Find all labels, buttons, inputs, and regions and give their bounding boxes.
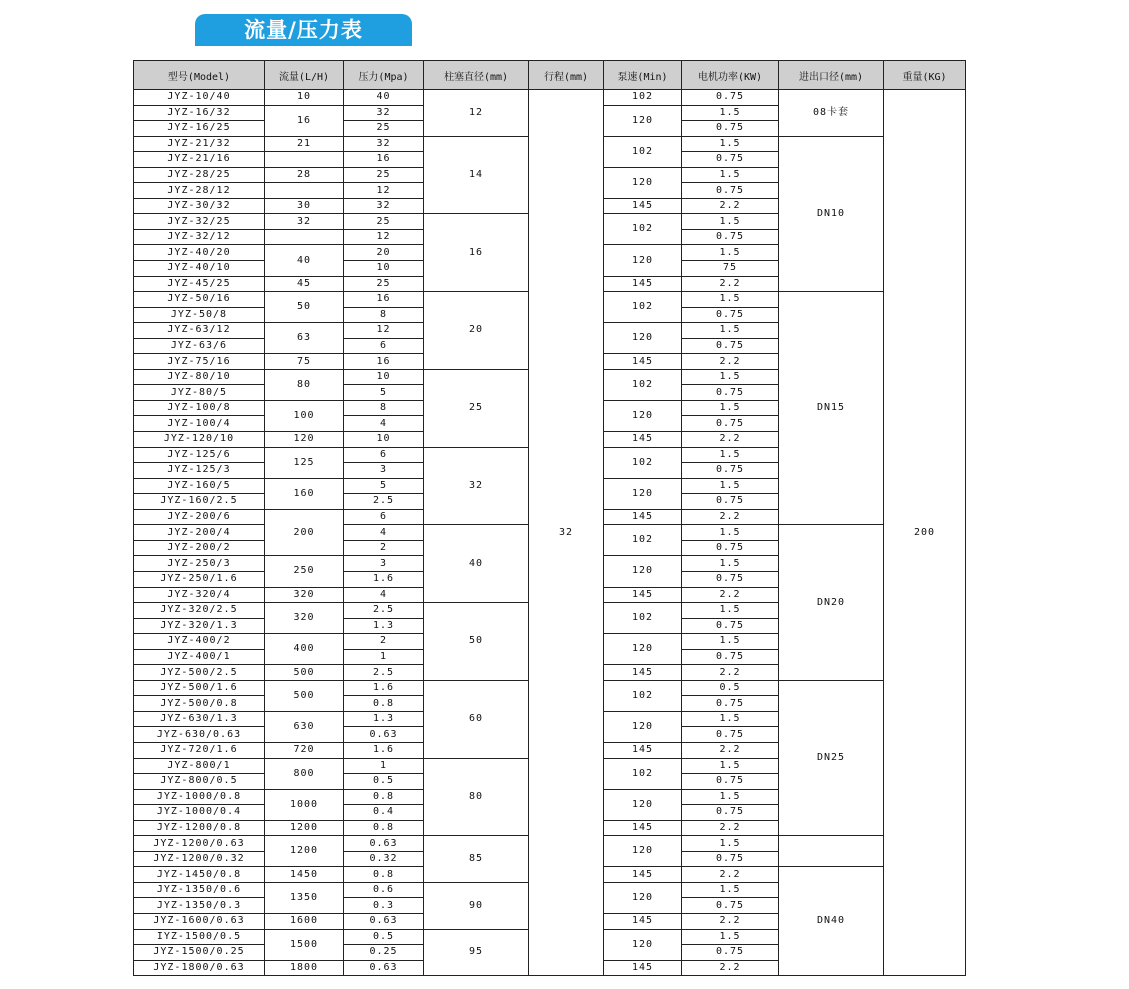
cell-motor-power: 2.2	[682, 913, 779, 929]
cell-pressure: 32	[344, 198, 424, 214]
cell-pump-speed: 145	[604, 276, 682, 292]
cell-pump-speed: 120	[604, 167, 682, 198]
cell-port-size: DN15	[779, 292, 884, 525]
cell-flow: 500	[265, 680, 344, 711]
header-port-size: 进出口径(mm)	[779, 61, 884, 90]
cell-motor-power: 0.75	[682, 229, 779, 245]
title-banner	[195, 14, 412, 46]
header-model: 型号(Model)	[134, 61, 265, 90]
cell-model: JYZ-200/2	[134, 540, 265, 556]
cell-motor-power: 0.75	[682, 774, 779, 790]
cell-pressure: 10	[344, 432, 424, 448]
cell-motor-power: 1.5	[682, 556, 779, 572]
cell-model: JYZ-200/4	[134, 525, 265, 541]
cell-pressure: 1	[344, 758, 424, 774]
cell-motor-power: 1.5	[682, 292, 779, 308]
cell-plunger-diameter: 16	[424, 214, 529, 292]
cell-model: JYZ-1000/0.8	[134, 789, 265, 805]
cell-motor-power: 1.5	[682, 478, 779, 494]
cell-pressure: 1.3	[344, 711, 424, 727]
cell-model: JYZ-1450/0.8	[134, 867, 265, 883]
cell-plunger-diameter: 25	[424, 369, 529, 447]
cell-pump-speed: 102	[604, 680, 682, 711]
cell-flow: 720	[265, 742, 344, 758]
cell-weight: 200	[884, 90, 966, 976]
cell-flow: 1800	[265, 960, 344, 976]
table-body	[134, 90, 966, 976]
cell-motor-power: 0.75	[682, 540, 779, 556]
cell-pump-speed: 120	[604, 105, 682, 136]
cell-pressure: 25	[344, 167, 424, 183]
cell-flow: 1200	[265, 820, 344, 836]
cell-model: JYZ-120/10	[134, 432, 265, 448]
cell-flow: 21	[265, 136, 344, 152]
cell-model: JYZ-800/1	[134, 758, 265, 774]
cell-motor-power: 1.5	[682, 447, 779, 463]
cell-pressure: 0.8	[344, 867, 424, 883]
cell-plunger-diameter: 50	[424, 603, 529, 681]
cell-flow: 32	[265, 214, 344, 230]
cell-flow: 45	[265, 276, 344, 292]
cell-flow	[265, 229, 344, 245]
cell-flow: 63	[265, 323, 344, 354]
cell-pump-speed: 120	[604, 929, 682, 960]
cell-pressure: 25	[344, 214, 424, 230]
cell-motor-power: 2.2	[682, 665, 779, 681]
cell-model: JYZ-40/10	[134, 261, 265, 277]
cell-flow: 80	[265, 369, 344, 400]
cell-motor-power: 1.5	[682, 525, 779, 541]
header-weight: 重量(KG)	[884, 61, 966, 90]
cell-pressure: 12	[344, 229, 424, 245]
cell-flow	[265, 152, 344, 168]
cell-pressure: 10	[344, 369, 424, 385]
cell-motor-power: 0.75	[682, 649, 779, 665]
cell-pressure: 0.25	[344, 945, 424, 961]
cell-pressure: 10	[344, 261, 424, 277]
cell-model: JYZ-80/5	[134, 385, 265, 401]
cell-model: JYZ-21/32	[134, 136, 265, 152]
cell-flow: 40	[265, 245, 344, 276]
cell-motor-power: 2.2	[682, 867, 779, 883]
cell-pressure: 25	[344, 121, 424, 137]
cell-pressure: 16	[344, 292, 424, 308]
cell-motor-power: 1.5	[682, 882, 779, 898]
cell-pressure: 32	[344, 136, 424, 152]
cell-model: JYZ-16/32	[134, 105, 265, 121]
cell-flow: 200	[265, 509, 344, 556]
cell-pump-speed: 145	[604, 432, 682, 448]
cell-plunger-diameter: 14	[424, 136, 529, 214]
cell-pump-speed: 102	[604, 447, 682, 478]
cell-flow: 30	[265, 198, 344, 214]
cell-motor-power: 2.2	[682, 198, 779, 214]
cell-pressure: 12	[344, 183, 424, 199]
cell-pressure: 6	[344, 509, 424, 525]
cell-pressure: 0.63	[344, 960, 424, 976]
cell-flow: 16	[265, 105, 344, 136]
cell-pump-speed: 145	[604, 742, 682, 758]
cell-pump-speed: 145	[604, 587, 682, 603]
header-motor-power: 电机功率(KW)	[682, 61, 779, 90]
cell-model: JYZ-500/1.6	[134, 680, 265, 696]
cell-pump-speed: 120	[604, 882, 682, 913]
cell-pump-speed: 145	[604, 913, 682, 929]
cell-model: JYZ-160/5	[134, 478, 265, 494]
cell-pressure: 2.5	[344, 603, 424, 619]
cell-pump-speed: 145	[604, 354, 682, 370]
cell-motor-power: 2.2	[682, 432, 779, 448]
cell-flow: 50	[265, 292, 344, 323]
cell-flow: 500	[265, 665, 344, 681]
cell-motor-power: 0.75	[682, 696, 779, 712]
cell-model: JYZ-125/6	[134, 447, 265, 463]
cell-pump-speed: 145	[604, 867, 682, 883]
cell-pressure: 1.6	[344, 571, 424, 587]
cell-motor-power: 0.75	[682, 152, 779, 168]
cell-pump-speed: 102	[604, 758, 682, 789]
cell-model: JYZ-16/25	[134, 121, 265, 137]
cell-port-size: DN20	[779, 525, 884, 680]
header-stroke: 行程(mm)	[529, 61, 604, 90]
cell-pump-speed: 145	[604, 665, 682, 681]
cell-model: JYZ-1350/0.3	[134, 898, 265, 914]
header-flow: 流量(L/H)	[265, 61, 344, 90]
cell-motor-power: 0.75	[682, 618, 779, 634]
cell-model: JYZ-50/8	[134, 307, 265, 323]
cell-pressure: 16	[344, 152, 424, 168]
cell-model: JYZ-320/1.3	[134, 618, 265, 634]
cell-motor-power: 0.75	[682, 385, 779, 401]
cell-pump-speed: 120	[604, 478, 682, 509]
cell-plunger-diameter: 60	[424, 680, 529, 758]
cell-port-size: DN40	[779, 867, 884, 976]
cell-model: JYZ-45/25	[134, 276, 265, 292]
cell-motor-power: 0.75	[682, 571, 779, 587]
cell-pump-speed: 102	[604, 214, 682, 245]
cell-pump-speed: 145	[604, 960, 682, 976]
cell-port-size: 08卡套	[779, 90, 884, 137]
cell-motor-power: 1.5	[682, 758, 779, 774]
cell-model: JYZ-630/0.63	[134, 727, 265, 743]
cell-motor-power: 1.5	[682, 836, 779, 852]
cell-pump-speed: 145	[604, 820, 682, 836]
cell-motor-power: 1.5	[682, 400, 779, 416]
cell-pressure: 4	[344, 416, 424, 432]
cell-pressure: 3	[344, 556, 424, 572]
cell-pressure: 12	[344, 323, 424, 339]
cell-model: JYZ-21/16	[134, 152, 265, 168]
cell-pump-speed: 120	[604, 245, 682, 276]
cell-motor-power: 1.5	[682, 245, 779, 261]
cell-pump-speed: 145	[604, 198, 682, 214]
cell-pump-speed: 102	[604, 369, 682, 400]
cell-pump-speed: 120	[604, 323, 682, 354]
cell-pressure: 8	[344, 400, 424, 416]
cell-pressure: 1.3	[344, 618, 424, 634]
cell-motor-power: 0.75	[682, 898, 779, 914]
cell-flow: 250	[265, 556, 344, 587]
cell-motor-power: 2.2	[682, 509, 779, 525]
cell-model: JYZ-32/25	[134, 214, 265, 230]
cell-pressure: 0.8	[344, 789, 424, 805]
cell-stroke: 32	[529, 90, 604, 976]
cell-model: JYZ-125/3	[134, 463, 265, 479]
cell-model: JYZ-500/2.5	[134, 665, 265, 681]
cell-pressure: 1.6	[344, 742, 424, 758]
cell-flow: 28	[265, 167, 344, 183]
cell-model: JYZ-75/16	[134, 354, 265, 370]
cell-pump-speed: 120	[604, 836, 682, 867]
cell-pressure: 0.8	[344, 696, 424, 712]
cell-motor-power: 0.75	[682, 727, 779, 743]
cell-model: JYZ-63/6	[134, 338, 265, 354]
cell-pressure: 5	[344, 478, 424, 494]
cell-pressure: 40	[344, 90, 424, 106]
cell-motor-power: 0.75	[682, 121, 779, 137]
cell-pressure: 8	[344, 307, 424, 323]
cell-flow: 75	[265, 354, 344, 370]
cell-pressure: 4	[344, 587, 424, 603]
cell-model: JYZ-63/12	[134, 323, 265, 339]
table-row	[134, 90, 966, 106]
cell-model: JYZ-100/4	[134, 416, 265, 432]
cell-model: JYZ-32/12	[134, 229, 265, 245]
cell-plunger-diameter: 85	[424, 836, 529, 883]
cell-motor-power: 2.2	[682, 960, 779, 976]
spec-table	[133, 60, 966, 976]
cell-model: JYZ-200/6	[134, 509, 265, 525]
cell-flow: 320	[265, 587, 344, 603]
cell-flow: 10	[265, 90, 344, 106]
cell-motor-power: 0.75	[682, 805, 779, 821]
cell-flow: 160	[265, 478, 344, 509]
cell-model: JYZ-250/1.6	[134, 571, 265, 587]
cell-plunger-diameter: 40	[424, 525, 529, 603]
cell-pressure: 0.63	[344, 913, 424, 929]
cell-pressure: 1.6	[344, 680, 424, 696]
cell-motor-power: 0.75	[682, 338, 779, 354]
cell-pump-speed: 120	[604, 789, 682, 820]
cell-motor-power: 0.75	[682, 463, 779, 479]
cell-motor-power: 1.5	[682, 789, 779, 805]
cell-motor-power: 1.5	[682, 167, 779, 183]
cell-pump-speed: 102	[604, 136, 682, 167]
cell-pressure: 6	[344, 338, 424, 354]
cell-motor-power: 0.75	[682, 416, 779, 432]
cell-model: JYZ-720/1.6	[134, 742, 265, 758]
cell-model: JYZ-28/12	[134, 183, 265, 199]
cell-flow: 100	[265, 400, 344, 431]
page-title: 流量/压力表	[244, 18, 363, 42]
cell-plunger-diameter: 12	[424, 90, 529, 137]
cell-pressure: 6	[344, 447, 424, 463]
cell-pressure: 1	[344, 649, 424, 665]
cell-model: JYZ-1500/0.25	[134, 945, 265, 961]
cell-motor-power: 2.2	[682, 354, 779, 370]
cell-flow: 1350	[265, 882, 344, 913]
cell-flow: 120	[265, 432, 344, 448]
cell-model: JYZ-400/2	[134, 634, 265, 650]
cell-pressure: 2	[344, 540, 424, 556]
cell-motor-power: 0.75	[682, 494, 779, 510]
cell-pump-speed: 102	[604, 90, 682, 106]
header-pump-speed: 泵速(Min)	[604, 61, 682, 90]
cell-pressure: 2.5	[344, 665, 424, 681]
cell-model: JYZ-100/8	[134, 400, 265, 416]
cell-model: JYZ-1800/0.63	[134, 960, 265, 976]
cell-pressure: 3	[344, 463, 424, 479]
cell-pump-speed: 145	[604, 509, 682, 525]
cell-model: IYZ-1500/0.5	[134, 929, 265, 945]
cell-model: JYZ-1600/0.63	[134, 913, 265, 929]
cell-plunger-diameter: 90	[424, 882, 529, 929]
cell-motor-power: 0.75	[682, 183, 779, 199]
spec-table-wrap	[133, 60, 965, 978]
cell-flow	[265, 183, 344, 199]
header-pressure: 压力(Mpa)	[344, 61, 424, 90]
cell-motor-power: 0.75	[682, 851, 779, 867]
cell-motor-power: 0.75	[682, 90, 779, 106]
cell-motor-power: 1.5	[682, 323, 779, 339]
cell-flow: 1500	[265, 929, 344, 960]
cell-flow: 1600	[265, 913, 344, 929]
cell-model: JYZ-630/1.3	[134, 711, 265, 727]
cell-pump-speed: 120	[604, 400, 682, 431]
cell-pump-speed: 102	[604, 292, 682, 323]
table-header-row	[134, 61, 966, 90]
cell-pressure: 2	[344, 634, 424, 650]
cell-motor-power: 1.5	[682, 929, 779, 945]
cell-plunger-diameter: 32	[424, 447, 529, 525]
cell-motor-power: 2.2	[682, 587, 779, 603]
cell-plunger-diameter: 20	[424, 292, 529, 370]
cell-pressure: 0.4	[344, 805, 424, 821]
header-plunger-diameter: 柱塞直径(mm)	[424, 61, 529, 90]
cell-model: JYZ-320/4	[134, 587, 265, 603]
cell-motor-power: 1.5	[682, 634, 779, 650]
cell-pressure: 5	[344, 385, 424, 401]
cell-port-size: DN25	[779, 680, 884, 835]
cell-flow: 1000	[265, 789, 344, 820]
cell-pressure: 20	[344, 245, 424, 261]
cell-flow: 400	[265, 634, 344, 665]
cell-model: JYZ-250/3	[134, 556, 265, 572]
cell-motor-power: 1.5	[682, 369, 779, 385]
cell-motor-power: 1.5	[682, 105, 779, 121]
cell-pressure: 0.3	[344, 898, 424, 914]
cell-flow: 320	[265, 603, 344, 634]
cell-port-size: DN10	[779, 136, 884, 291]
cell-model: JYZ-400/1	[134, 649, 265, 665]
cell-pump-speed: 102	[604, 603, 682, 634]
cell-flow: 800	[265, 758, 344, 789]
cell-motor-power: 1.5	[682, 711, 779, 727]
cell-pump-speed: 120	[604, 556, 682, 587]
cell-pump-speed: 120	[604, 634, 682, 665]
cell-model: JYZ-1350/0.6	[134, 882, 265, 898]
cell-motor-power: 0.5	[682, 680, 779, 696]
cell-pressure: 0.63	[344, 836, 424, 852]
cell-pressure: 0.5	[344, 774, 424, 790]
cell-pressure: 16	[344, 354, 424, 370]
cell-model: JYZ-30/32	[134, 198, 265, 214]
cell-model: JYZ-160/2.5	[134, 494, 265, 510]
cell-model: JYZ-1200/0.63	[134, 836, 265, 852]
cell-flow: 125	[265, 447, 344, 478]
cell-motor-power: 0.75	[682, 945, 779, 961]
cell-model: JYZ-800/0.5	[134, 774, 265, 790]
cell-flow: 1200	[265, 836, 344, 867]
cell-plunger-diameter: 80	[424, 758, 529, 836]
cell-model: JYZ-1200/0.32	[134, 851, 265, 867]
cell-motor-power: 0.75	[682, 307, 779, 323]
cell-model: JYZ-10/40	[134, 90, 265, 106]
cell-motor-power: 1.5	[682, 136, 779, 152]
cell-model: JYZ-320/2.5	[134, 603, 265, 619]
cell-model: JYZ-28/25	[134, 167, 265, 183]
cell-model: JYZ-1000/0.4	[134, 805, 265, 821]
cell-plunger-diameter: 95	[424, 929, 529, 976]
cell-motor-power: 1.5	[682, 603, 779, 619]
cell-pressure: 4	[344, 525, 424, 541]
cell-pressure: 0.32	[344, 851, 424, 867]
cell-pressure: 25	[344, 276, 424, 292]
cell-model: JYZ-50/16	[134, 292, 265, 308]
cell-pressure: 0.6	[344, 882, 424, 898]
cell-flow: 630	[265, 711, 344, 742]
cell-pump-speed: 120	[604, 711, 682, 742]
cell-model: JYZ-80/10	[134, 369, 265, 385]
cell-model: JYZ-500/0.8	[134, 696, 265, 712]
cell-motor-power: 2.2	[682, 820, 779, 836]
cell-pressure: 0.63	[344, 727, 424, 743]
cell-pressure: 0.8	[344, 820, 424, 836]
cell-pressure: 2.5	[344, 494, 424, 510]
cell-motor-power: 1.5	[682, 214, 779, 230]
cell-pressure: 32	[344, 105, 424, 121]
cell-flow: 1450	[265, 867, 344, 883]
cell-motor-power: 2.2	[682, 742, 779, 758]
cell-pressure: 0.5	[344, 929, 424, 945]
cell-model: JYZ-40/20	[134, 245, 265, 261]
cell-motor-power: 75	[682, 261, 779, 277]
cell-model: JYZ-1200/0.8	[134, 820, 265, 836]
cell-pump-speed: 102	[604, 525, 682, 556]
cell-motor-power: 2.2	[682, 276, 779, 292]
